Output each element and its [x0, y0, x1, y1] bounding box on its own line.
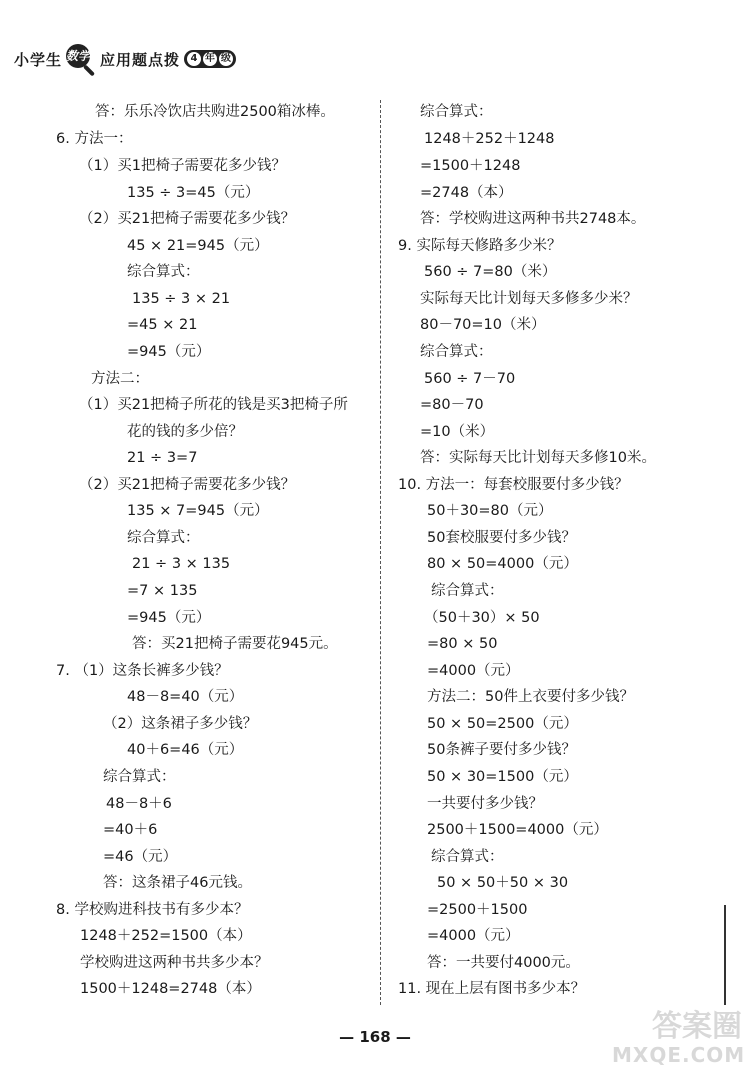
- grade-char: 级: [221, 53, 232, 64]
- text-line: 1248＋252＋1248: [424, 131, 555, 147]
- text-line: 1248＋252=1500（本）: [80, 928, 252, 944]
- header-title-right: 应用题点拨: [100, 50, 181, 69]
- text-line: =1500＋1248: [420, 158, 521, 174]
- text-line: 50套校服要付多少钱？: [427, 530, 576, 546]
- text-line: 综合算式：: [127, 530, 200, 546]
- text-line: =80－70: [420, 397, 484, 413]
- grade-badge: [184, 50, 236, 68]
- text-line: 135 ÷ 3 × 21: [132, 291, 231, 307]
- margin-rule: [724, 905, 726, 1005]
- text-line: 答：实际每天比计划每天多修10米。: [420, 450, 656, 466]
- text-line: =945（元）: [127, 610, 211, 626]
- text-line: =40＋6: [103, 822, 158, 838]
- text-line: 21 ÷ 3 × 135: [132, 556, 231, 572]
- text-line: =4000（元）: [427, 928, 520, 944]
- header-title-left: 小学生: [14, 50, 63, 69]
- text-line: 80－70=10（米）: [420, 317, 546, 333]
- text-line: =80 × 50: [427, 636, 498, 652]
- text-line: 一共要付多少钱？: [427, 796, 543, 812]
- text-line: 45 × 21=945（元）: [127, 238, 269, 254]
- watermark-top: 答案圈: [652, 1009, 742, 1044]
- text-line: 答：这条裙子46元钱。: [103, 875, 252, 891]
- watermark-logo: [612, 1009, 746, 1070]
- text-line: 2500＋1500=4000（元）: [427, 822, 608, 838]
- text-line: 综合算式：: [431, 849, 504, 865]
- text-line: 方法二：50件上衣要付多少钱？: [427, 689, 634, 705]
- text-line: 50 × 50=2500（元）: [427, 716, 578, 732]
- grade-char: 4: [187, 52, 201, 66]
- text-line: =2748（本）: [420, 185, 513, 201]
- text-line: 21 ÷ 3=7: [127, 450, 198, 466]
- grade-char: 年: [205, 53, 216, 64]
- text-line: =45 × 21: [127, 317, 198, 333]
- text-line: （1）买21把椅子所花的钱是买3把椅子所: [79, 397, 348, 413]
- text-line: 实际每天比计划每天多修多少米？: [420, 291, 638, 307]
- column-divider: [380, 100, 381, 1005]
- text-line: =4000（元）: [427, 663, 520, 679]
- text-line: 6. 方法一：: [56, 131, 133, 147]
- text-line: 7. （1）这条长裤多少钱？: [56, 663, 229, 679]
- text-line: =2500＋1500: [427, 902, 528, 918]
- text-line: 综合算式：: [431, 583, 504, 599]
- text-line: 50＋30=80（元）: [427, 503, 553, 519]
- page-number: — 168 —: [339, 1028, 411, 1046]
- badge-label: 数学: [66, 44, 90, 68]
- text-line: 560 ÷ 7=80（米）: [424, 264, 557, 280]
- text-line: 答：学校购进这两种书共2748本。: [420, 211, 646, 227]
- watermark-bottom: MXQE.COM: [612, 1043, 746, 1067]
- text-line: （2）买21把椅子需要花多少钱？: [79, 211, 296, 227]
- text-line: 8. 学校购进科技书有多少本？: [56, 902, 249, 918]
- text-line: 135 × 7=945（元）: [127, 503, 269, 519]
- text-line: 11. 现在上层有图书多少本？: [398, 981, 586, 997]
- text-line: =945（元）: [127, 344, 211, 360]
- text-line: 答：买21把椅子需要花945元。: [132, 636, 338, 652]
- text-line: 48－8=40（元）: [127, 689, 244, 705]
- text-line: 560 ÷ 7－70: [424, 371, 516, 387]
- text-line: 答：一共要付4000元。: [427, 955, 580, 971]
- text-line: 9. 实际每天修路多少米？: [398, 238, 562, 254]
- text-line: 学校购进这两种书共多少本？: [80, 955, 269, 971]
- text-line: 综合算式：: [103, 769, 176, 785]
- text-line: 综合算式：: [420, 104, 493, 120]
- text-line: （50＋30）× 50: [424, 610, 540, 626]
- text-line: 135 ÷ 3=45（元）: [127, 185, 260, 201]
- text-line: 50 × 30=1500（元）: [427, 769, 578, 785]
- page-header: [14, 42, 236, 76]
- text-line: （2）这条裙子多少钱？: [103, 716, 258, 732]
- text-line: 方法二：: [91, 371, 149, 387]
- text-line: 48－8＋6: [106, 796, 172, 812]
- text-line: =7 × 135: [127, 583, 198, 599]
- text-line: =10（米）: [420, 424, 495, 440]
- text-line: =46（元）: [103, 849, 178, 865]
- text-line: （1）买1把椅子需要花多少钱？: [79, 158, 286, 174]
- text-line: 10. 方法一：每套校服要付多少钱？: [398, 477, 629, 493]
- text-line: 40＋6=46（元）: [127, 742, 244, 758]
- text-line: 50条裤子要付多少钱？: [427, 742, 576, 758]
- text-line: 综合算式：: [420, 344, 493, 360]
- magnifier-badge-icon: [64, 42, 98, 76]
- text-line: 1500＋1248=2748（本）: [80, 981, 261, 997]
- text-line: 综合算式：: [127, 264, 200, 280]
- text-line: （2）买21把椅子需要花多少钱？: [79, 477, 296, 493]
- text-line: 花的钱的多少倍？: [127, 424, 243, 440]
- text-line: 答：乐乐冷饮店共购进2500箱冰棒。: [95, 104, 335, 120]
- text-line: 50 × 50＋50 × 30: [437, 875, 569, 891]
- text-line: 80 × 50=4000（元）: [427, 556, 578, 572]
